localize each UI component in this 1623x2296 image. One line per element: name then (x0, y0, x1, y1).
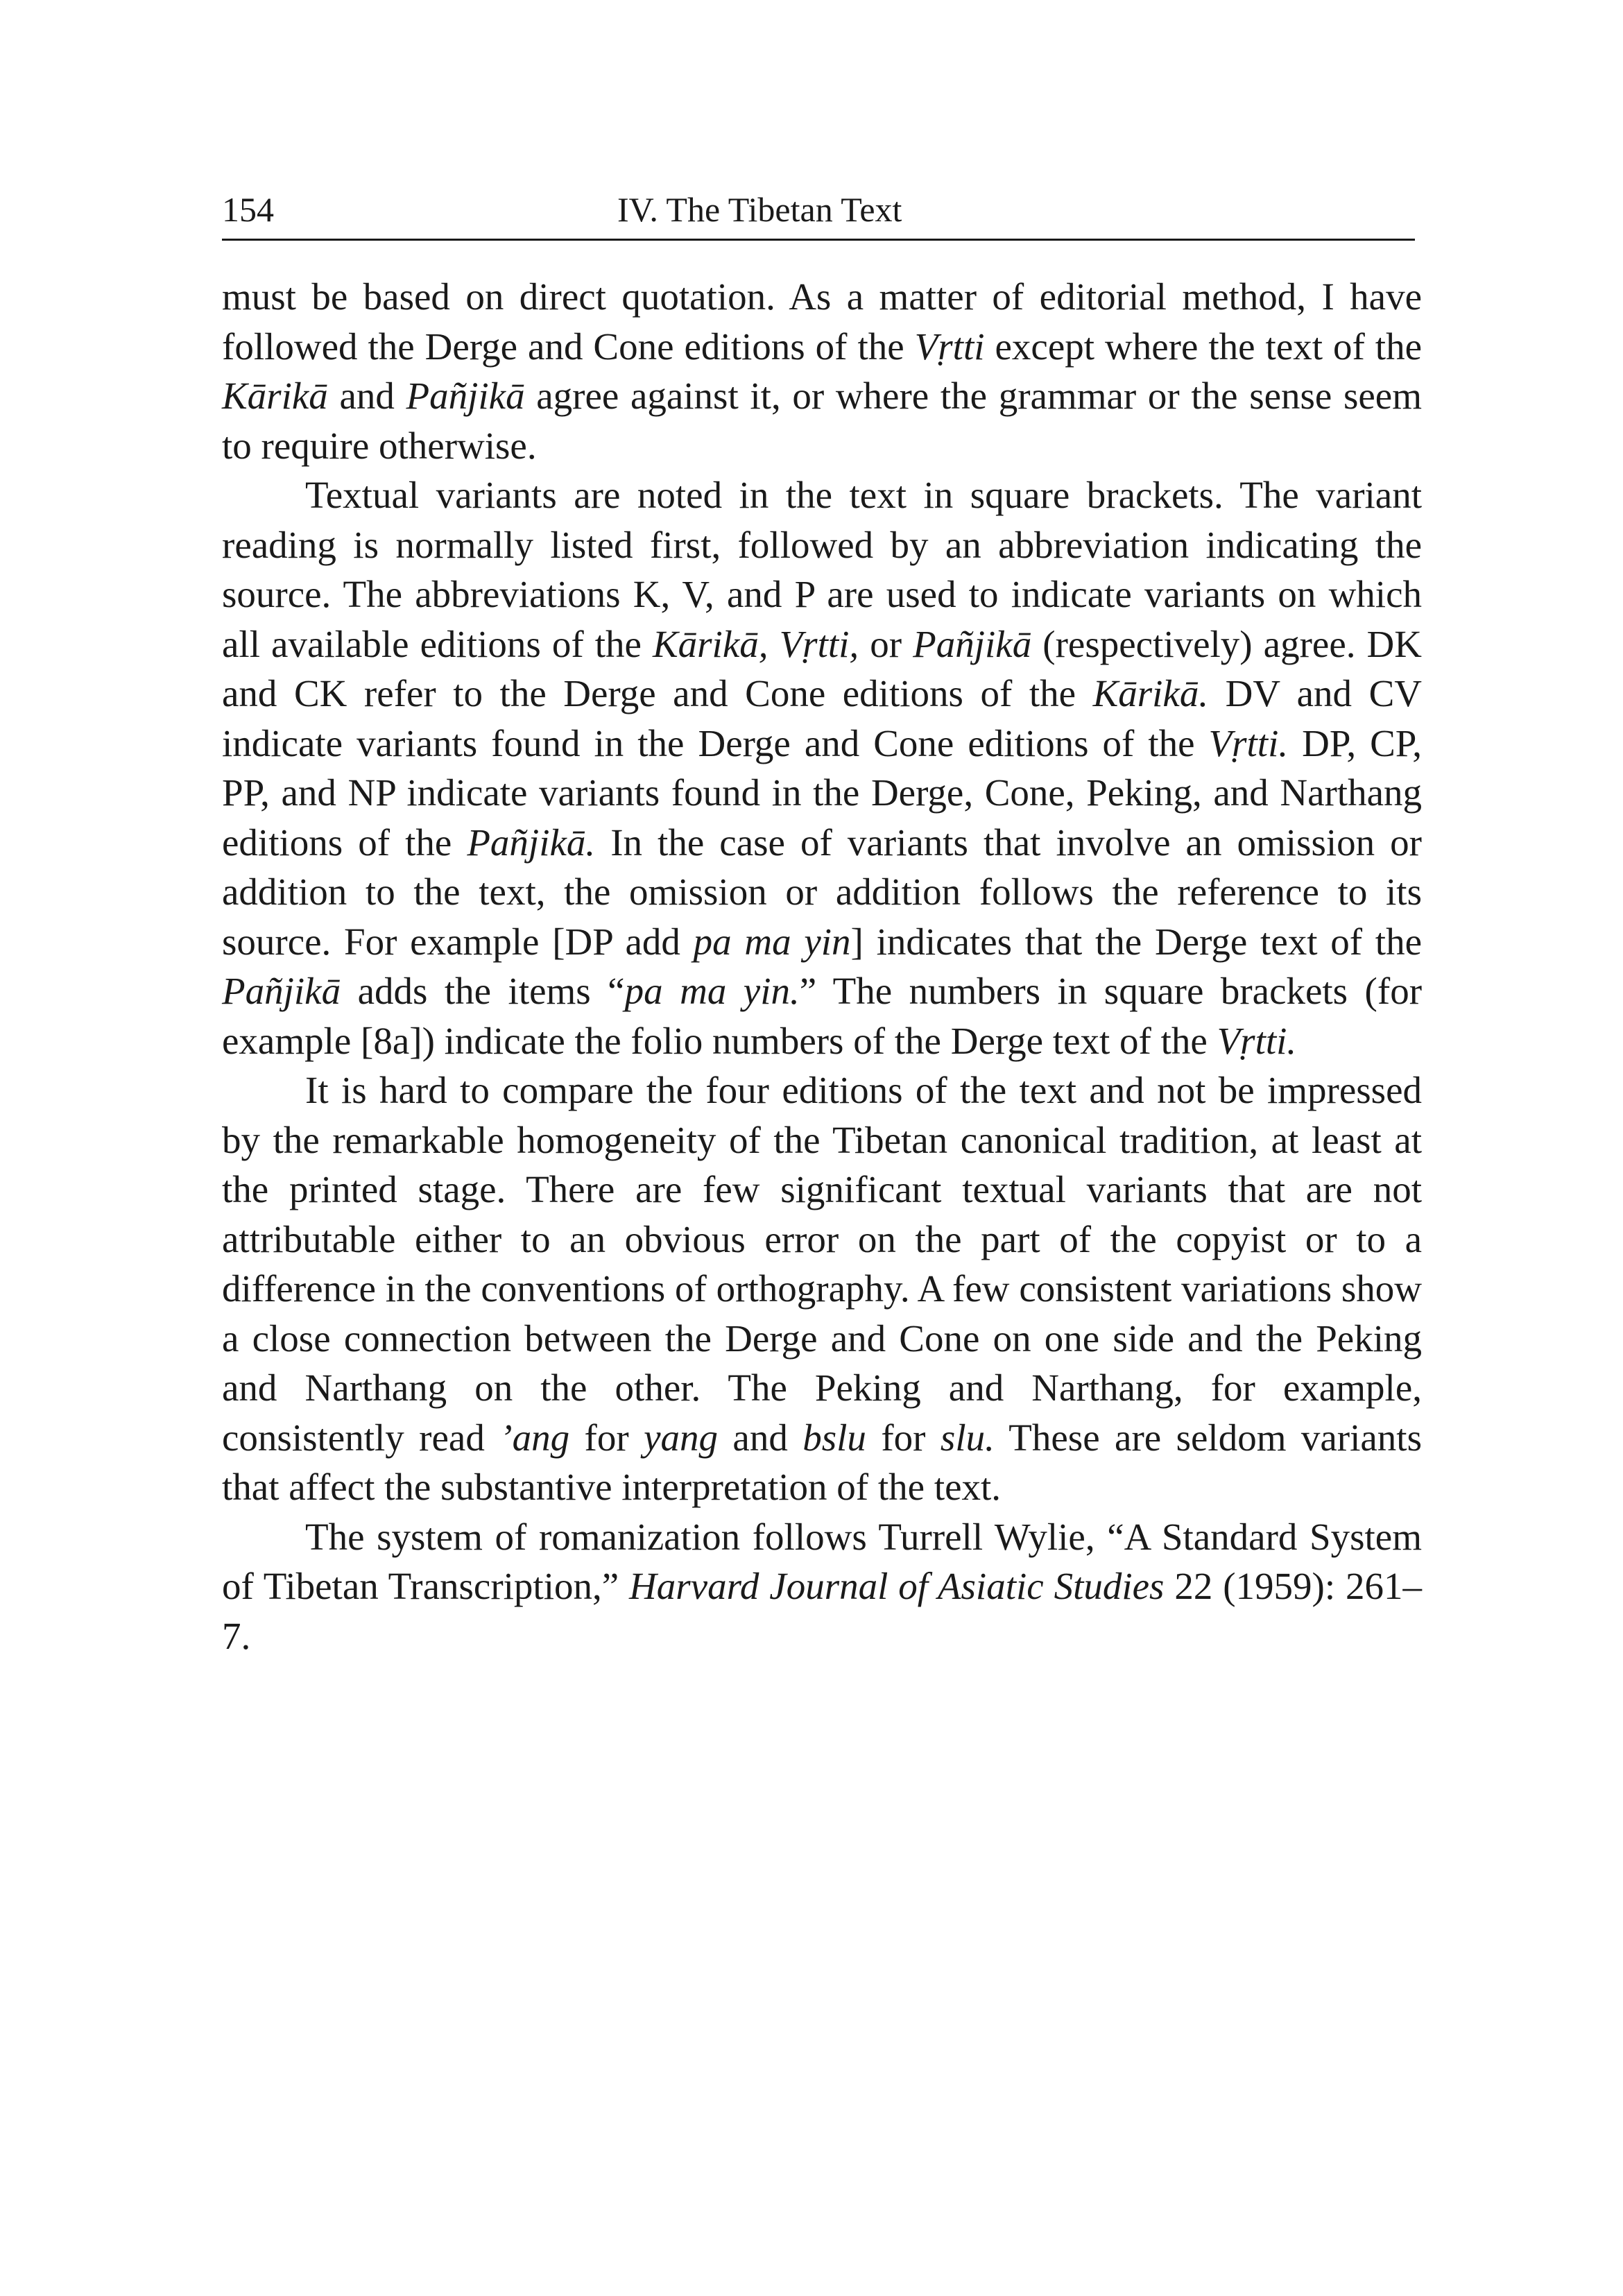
chapter-title: IV. The Tibetan Text (617, 190, 902, 229)
italic-term: Vṛtti. (1208, 721, 1289, 764)
italic-term: Pañjikā (222, 970, 341, 1012)
page-number: 154 (222, 190, 274, 229)
italic-term: pa ma yin (693, 920, 851, 963)
paragraph-editorial-method (222, 272, 1422, 470)
italic-term: Pañjikā. (467, 821, 596, 864)
text-run: adds the items “ (341, 970, 625, 1012)
text-run: The system of romanization follows Turrell Wylie, “A Standard System of Tibetan Transcription,” (222, 1515, 1422, 1607)
italic-term: Kārikā. (1092, 672, 1209, 714)
italic-term: pa ma yin. (624, 970, 800, 1012)
text-run: and (327, 375, 406, 417)
text-run: for (569, 1416, 644, 1459)
text-run: (respectively) agree. DK and CK refer to the Derge and Cone editions of the (222, 622, 1422, 714)
running-head (222, 182, 1415, 237)
text-run: ] indicates that the Derge text of the (850, 920, 1422, 963)
italic-term: yang (644, 1416, 718, 1459)
italic-term: ’ang (499, 1416, 570, 1459)
text-run: DP, CP, PP, and NP indicate variants found in the Derge, Cone, Peking, and Narthang editions of the (222, 721, 1422, 864)
text-run: except where the text of the (984, 325, 1423, 368)
paragraph-textual-variants (222, 470, 1422, 1065)
text-run: agree against it, or where the grammar or the sense seem to require otherwise. (222, 375, 1422, 467)
text-run: In the case of variants that involve an omission or addition to the text, the omission or addition follows the reference to its source. For example [DP add (222, 821, 1422, 963)
text-run: These are seldom variants that affect the substantive interpretation of the text. (222, 1416, 1422, 1508)
italic-term: Kārikā (222, 375, 328, 417)
italic-term: Pañjikā (913, 622, 1032, 665)
italic-term: Kārikā, Vṛtti, (652, 622, 859, 665)
italic-term: Vṛtti. (1217, 1019, 1297, 1062)
paragraph-homogeneity (222, 1065, 1422, 1512)
body-text (222, 272, 1422, 1661)
text-run: It is hard to compare the four editions of the text and not be impressed by the remarkable homogeneity of the Tibetan canonical tradition, at least at the printed stage. There are few significant textual variants that are not attributable either to an obvious error on the part of the copyist or to a difference in the conventions of orthography. A few consistent variations show a close connection between the Derge and Cone on one side and the Peking and Narthang on the other. The Peking and Narthang, for example, consistently read (222, 1069, 1422, 1459)
italic-term: Pañjikā (406, 375, 525, 417)
text-run: ” The numbers in square brackets (for example [8a]) indicate the folio numbers of the Derge text of the (222, 970, 1423, 1062)
italic-term: slu. (940, 1416, 995, 1459)
italic-term: bslu (802, 1416, 866, 1459)
header-rule (222, 239, 1415, 241)
text-run: must be based on direct quotation. As a matter of editorial method, I have followed the Derge and Cone editions of the (222, 275, 1422, 368)
paragraph-romanization (222, 1512, 1422, 1661)
text-run: Textual variants are noted in the text in square brackets. The variant reading is normally listed first, followed by an abbreviation indicating the source. The abbreviations K, V, and P are used to indicate variants on which all available editions of the (222, 474, 1422, 665)
text-run: or (859, 622, 913, 665)
text-run: 22 (1959): 261–7. (222, 1565, 1422, 1657)
journal-title: Harvard Journal of Asiatic Studies (629, 1565, 1165, 1607)
text-run: for (866, 1416, 941, 1459)
text-run: DV and CV indicate variants found in the Derge and Cone editions of the (222, 672, 1422, 764)
text-run: and (717, 1416, 803, 1459)
italic-term: Vṛtti (914, 325, 985, 368)
